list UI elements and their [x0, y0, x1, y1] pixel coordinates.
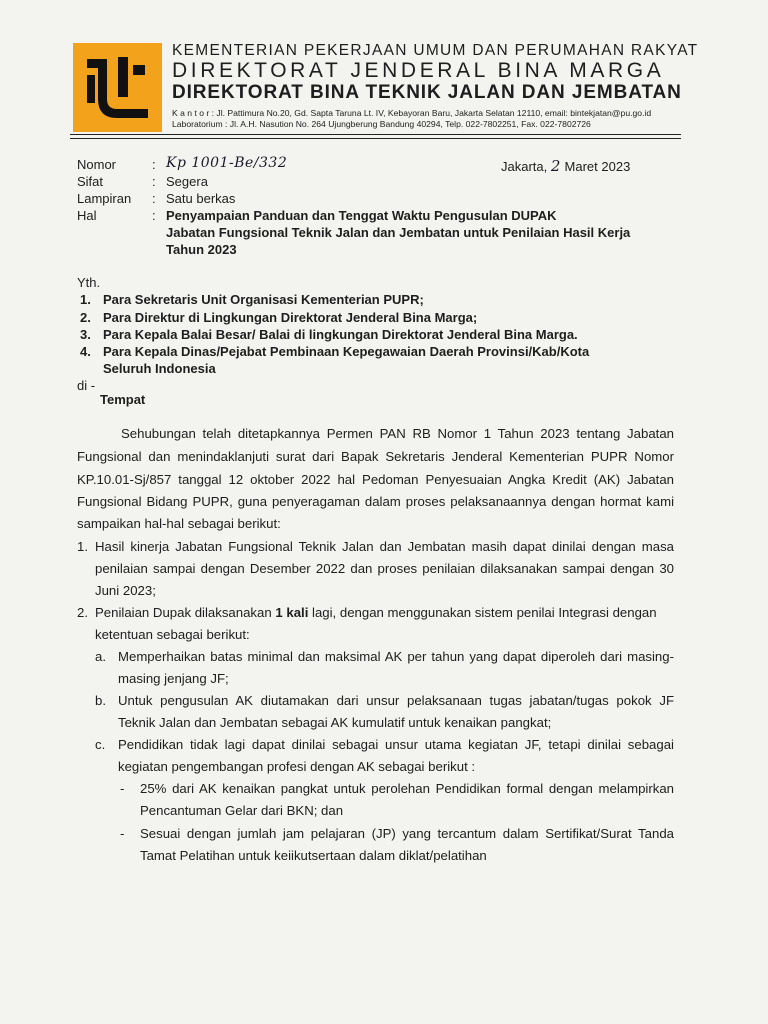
directorate-name: DIREKTORAT BINA TEKNIK JALAN DAN JEMBATAN	[172, 82, 682, 103]
recipient-2: Para Direktur di Lingkungan Direktorat Jenderal Bina Marga;	[103, 310, 478, 325]
recipient-num-3: 3.	[80, 327, 91, 342]
point-2-num: 2.	[77, 605, 88, 620]
sub-a-num: a.	[95, 649, 106, 664]
hal-label: Hal	[77, 208, 97, 223]
letterhead-rule-thin	[70, 138, 681, 139]
recipient-4-cont: Seluruh Indonesia	[103, 361, 216, 376]
recipient-1: Para Sekretaris Unit Organisasi Kementerian PUPR;	[103, 292, 424, 307]
sub-b-line-1: Untuk pengusulan AK diutamakan dari unsur pelaksanaan tugas jabatan/tugas pokok JF	[118, 693, 674, 708]
office-address: K a n t o r : Jl. Pattimura No.20, Gd. Sapta Taruna Lt. IV, Kebayoran Baru, Jakarta Selatan 12110, email: bintekjatan@pu.go.id	[172, 108, 652, 118]
sub-b-line-2: Teknik Jalan dan Jembatan sebagai AK kumulatif untuk kenaikan pangkat;	[118, 715, 552, 730]
pupr-logo	[73, 43, 162, 132]
recipient-num-4: 4.	[80, 344, 91, 359]
dash-1: -	[120, 781, 125, 796]
dash-1-line-1: 25% dari AK kenaikan pangkat untuk perolehan Pendidikan formal dengan melampirkan	[140, 781, 674, 796]
intro-line-1: Sehubungan telah ditetapkannya Permen PAN RB Nomor 1 Tahun 2023 tentang Jabatan	[121, 426, 674, 441]
recipient-3: Para Kepala Balai Besar/ Balai di lingkungan Direktorat Jenderal Bina Marga.	[103, 327, 578, 342]
date-day: 2	[550, 157, 561, 175]
lampiran-label: Lampiran	[77, 191, 132, 206]
sub-c-num: c.	[95, 737, 106, 752]
letter-date	[501, 157, 630, 175]
point-1-num: 1.	[77, 539, 88, 554]
nomor-colon: :	[152, 157, 156, 172]
lab-address: Laboratorium : Jl. A.H. Nasution No. 264 Ujungberung Bandung 40294, Telp. 022-7802251, Fax. 022-7802726	[172, 119, 591, 129]
nomor-label: Nomor	[77, 157, 117, 172]
intro-line-5: sampaikan hal-hal sebagai berikut:	[77, 516, 281, 531]
intro-line-4: Fungsional Bidang PUPR, guna penyeragaman dalam proses pelaksanaannya dengan hormat kami	[77, 494, 674, 509]
point-2-pre: Penilaian Dupak dilaksanakan	[95, 605, 276, 620]
point-2-post: lagi, dengan menggunakan sistem penilai Integrasi dengan	[308, 605, 657, 620]
point-1-line-2: penilaian sampai dengan Desember 2022 dan proses penilaian dilaksanakan sampai dengan 30	[95, 561, 674, 576]
dash-2-line-1: Sesuai dengan jumlah jam pelajaran (JP) yang tercantum dalam Sertifikat/Surat Tanda	[140, 826, 674, 841]
hal-colon: :	[152, 208, 156, 223]
recipient-4: Para Kepala Dinas/Pejabat Pembinaan Kepegawaian Daerah Provinsi/Kab/Kota	[103, 344, 590, 359]
ministry-name: KEMENTERIAN PEKERJAAN UMUM DAN PERUMAHAN RAKYAT	[172, 42, 699, 59]
point-2-line-2: ketentuan sebagai berikut:	[95, 627, 250, 642]
hal-line-2: Jabatan Fungsional Teknik Jalan dan Jembatan untuk Penilaian Hasil Kerja	[166, 225, 631, 240]
lampiran-colon: :	[152, 191, 156, 206]
dash-2: -	[120, 826, 125, 841]
yth: Yth.	[77, 275, 101, 290]
sub-c-line-2: kegiatan pengembangan profesi dengan AK sebagai berikut :	[118, 759, 476, 774]
date-prefix: Jakarta,	[501, 159, 548, 174]
point-2-bold: 1 kali	[275, 605, 309, 620]
point-1-line-1: Hasil kinerja Jabatan Fungsional Teknik Jalan dan Jembatan masih dapat dinilai dengan masa	[95, 539, 674, 554]
nomor-value: Kp 1001-Be/332	[166, 155, 288, 171]
hal-line-3: Tahun 2023	[166, 242, 237, 257]
sifat-label: Sifat	[77, 174, 104, 189]
recipient-num-1: 1.	[80, 292, 91, 307]
date-month-year: Maret 2023	[564, 159, 631, 174]
sifat-colon: :	[152, 174, 156, 189]
lampiran-value: Satu berkas	[166, 191, 236, 206]
sub-b-num: b.	[95, 693, 106, 708]
tempat-label: Tempat	[100, 392, 146, 407]
sub-a-line-2: masing jenjang JF;	[118, 671, 229, 686]
point-2-line-1	[95, 605, 657, 620]
intro-line-3: KP.10.01-Sj/857 tanggal 12 oktober 2022 hal Pedoman Penyesuaian Angka Kredit (AK) Jabatan	[77, 472, 674, 487]
di-label: di -	[77, 378, 96, 393]
hal-line-1: Penyampaian Panduan dan Tenggat Waktu Pengusulan DUPAK	[166, 208, 557, 223]
sifat-value: Segera	[166, 174, 208, 189]
recipient-num-2: 2.	[80, 310, 91, 325]
sub-c-line-1: Pendidikan tidak lagi dapat dinilai sebagai unsur utama kegiatan JF, tetapi dinilai sebagai	[118, 737, 674, 752]
dash-1-line-2: Pencantuman Gelar dari BKN; dan	[140, 803, 344, 818]
sub-a-line-1: Memperhaikan batas minimal dan maksimal AK per tahun yang dapat diperoleh dari masing-	[118, 649, 674, 664]
directorate-general-name: DIREKTORAT JENDERAL BINA MARGA	[172, 59, 665, 82]
dash-2-line-2: Tamat Pelatihan untuk keiikutsertaan dalam diklat/pelatihan	[140, 848, 487, 863]
letterhead-rule-thick	[70, 134, 681, 135]
intro-line-2: Fungsional dan menindaklanjuti surat dari Bapak Sekretaris Jenderal Kementerian PUPR Nomor	[77, 449, 674, 464]
point-1-line-3: Juni 2023;	[95, 583, 156, 598]
